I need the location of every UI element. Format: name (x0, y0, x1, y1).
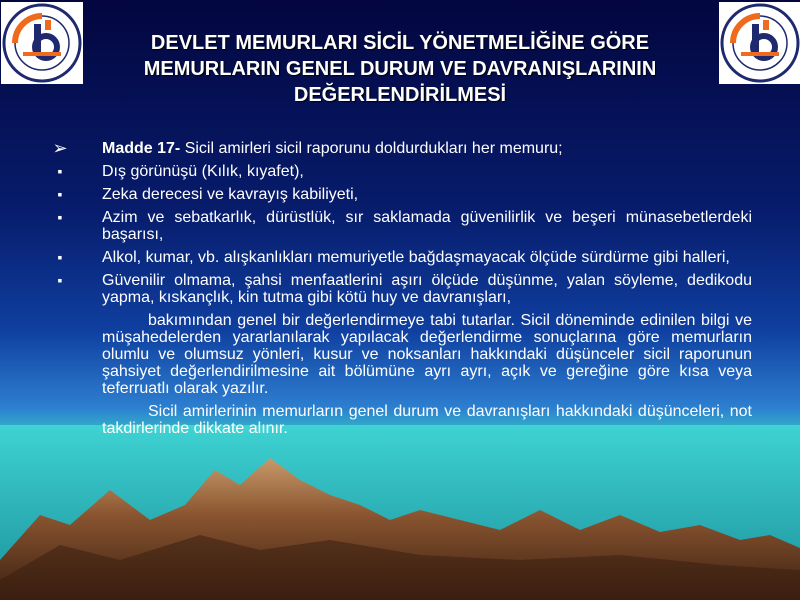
square-bullet-icon: ▪ (57, 272, 63, 288)
list-item-text: Alkol, kumar, vb. alışkanlıkları memuriyetle bağdaşmayacak ölçüde sürdürme gibi halleri, (102, 249, 730, 266)
paragraph (50, 403, 752, 437)
square-bullet-icon: ▪ (57, 209, 63, 225)
slide-body (50, 140, 752, 443)
slide-title (95, 30, 705, 108)
article-label: Madde 17- (102, 140, 181, 157)
square-bullet-icon: ▪ (57, 249, 63, 265)
paragraph (50, 312, 752, 397)
list-item (50, 209, 752, 243)
list-item (50, 249, 752, 266)
list-item (50, 272, 752, 306)
list-item-text: Dış görünüşü (Kılık, kıyafet), (102, 163, 304, 180)
square-bullet-icon: ▪ (57, 186, 63, 202)
paragraph-text: bakımından genel bir değerlendirmeye tabi tutarlar. Sicil döneminde edinilen bilgi ve müşahedelerden yararlanılarak yapılacak değerlendirme sonuçlarına göre memurların olumlu ve olumsuz yönleri, kusur ve noksanları hakkındaki düşünceler sicil raporunun şahsiyet değerlendirilmesine ait bölümüne ayrı ayrı, açık ve gereğine göre kısa veya teferruatlı olarak yazılır. (102, 312, 752, 397)
list-item-text: Zeka derecesi ve kavrayış kabiliyeti, (102, 186, 359, 203)
square-bullet-icon: ▪ (57, 163, 63, 179)
list-item (50, 186, 752, 203)
title-line: DEĞERLENDİRİLMESİ (293, 84, 507, 106)
title-line: DEVLET MEMURLARI SİCİL YÖNETMELİĞİNE GÖRE (150, 32, 650, 54)
list-item-text: Azim ve sebatkarlık, dürüstlük, sır saklamada güvenilirlik ve beşeri münasebetlerdeki başarısı, (102, 209, 752, 243)
ministry-logo-right (719, 2, 800, 84)
list-item-text: Güvenilir olmama, şahsi menfaatlerini aşırı ölçüde düşünme, yalan söyleme, dedikodu yapma, kıskançlık, kin tutma gibi kötü huy ve davranışları, (102, 272, 752, 306)
arrow-bullet-icon: ➢ (52, 138, 68, 158)
list-item (50, 163, 752, 180)
paragraph-text: Sicil amirlerinin memurların genel durum ve davranışları hakkındaki düşünceleri, not takdirlerinde dikkate alınır. (102, 403, 752, 437)
title-line: MEMURLARIN GENEL DURUM VE DAVRANIŞLARININ (143, 58, 657, 80)
ministry-logo-left (1, 2, 83, 84)
intro-item (50, 140, 752, 157)
intro-text: Sicil amirleri sicil raporunu doldurdukları her memuru; (180, 140, 563, 157)
